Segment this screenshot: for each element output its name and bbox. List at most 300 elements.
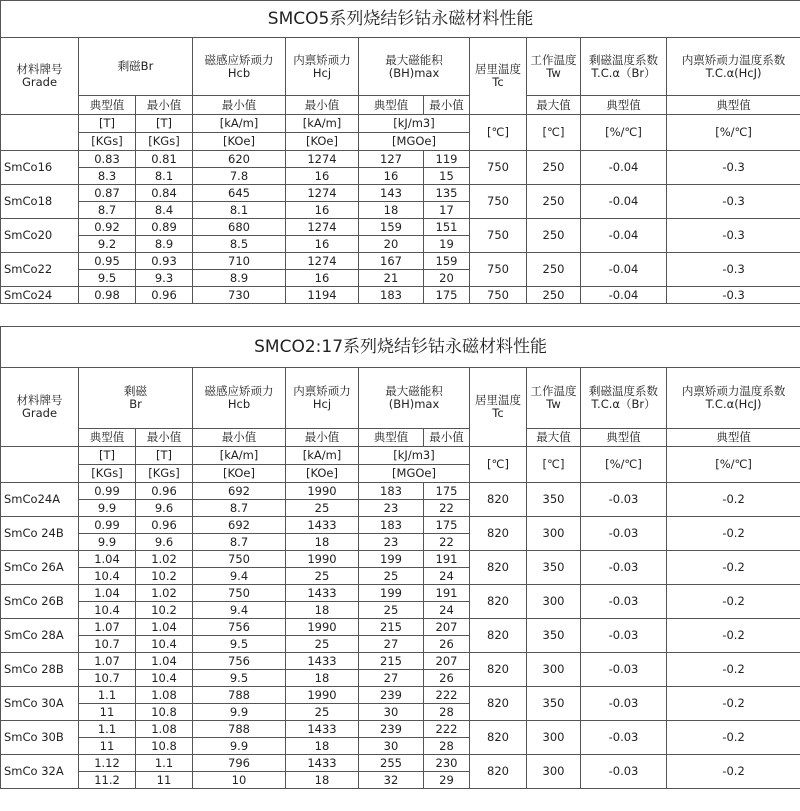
- value-cell: 9.6: [136, 534, 193, 551]
- value-cell: 1433: [286, 653, 359, 670]
- table-row: [1, 585, 800, 602]
- value-cell: 0.83: [79, 151, 136, 168]
- table-row: [1, 653, 800, 670]
- tcbr-cell: -0.03: [581, 619, 667, 653]
- value-cell: 796: [193, 755, 286, 772]
- value-cell: 15: [424, 168, 470, 185]
- hcb-header-line: 磁感应矫顽力: [204, 52, 274, 67]
- tchcj-cell: -0.2: [667, 585, 800, 619]
- grade-cell: SmCo 24B: [1, 517, 79, 551]
- hcj-header-line: Hcj: [312, 397, 332, 411]
- unit-temp: [℃]: [470, 447, 527, 483]
- tcbr-cell: -0.03: [581, 551, 667, 585]
- tchcj-cell: -0.3: [667, 151, 800, 185]
- grade-header-line: Grade: [21, 75, 58, 89]
- header-br: [79, 368, 193, 429]
- value-cell: 175: [424, 287, 470, 304]
- value-cell: 1.04: [79, 551, 136, 568]
- header-sublabel: 最小值: [136, 429, 193, 447]
- value-cell: 25: [286, 636, 359, 653]
- value-cell: 24: [424, 568, 470, 585]
- header-tc: [470, 368, 527, 447]
- tc-header-line: Tc: [492, 75, 504, 89]
- grade-cell: SmCo20: [1, 219, 79, 253]
- header-sublabel: 最小值: [136, 96, 193, 115]
- tcbr-header-line: 剩磁温度系数: [589, 52, 658, 67]
- tcbr-header-line: T.C.α（Br）: [591, 65, 656, 80]
- tc-cell: 820: [470, 721, 527, 755]
- table-row: [1, 185, 800, 202]
- header-hcb: [193, 38, 286, 96]
- header-sublabel: 最小值: [286, 96, 359, 115]
- tchcj-header-line: 内禀矫顽力温度系数: [681, 52, 786, 67]
- value-cell: 0.99: [79, 483, 136, 500]
- grade-header-line: Grade: [21, 406, 58, 420]
- tchcj-cell: -0.3: [667, 185, 800, 219]
- value-cell: 1990: [286, 687, 359, 704]
- tcbr-cell: -0.04: [581, 219, 667, 253]
- value-cell: 26: [424, 636, 470, 653]
- value-cell: 1.02: [136, 551, 193, 568]
- tc-header-line: 居里温度: [475, 393, 521, 407]
- unit-cgs: [MGOe]: [359, 133, 470, 151]
- value-cell: 27: [359, 636, 424, 653]
- unit-temp: [%/℃]: [581, 447, 667, 483]
- value-cell: 183: [359, 287, 424, 304]
- unit-temp: [℃]: [527, 115, 581, 151]
- unit-si: [T]: [136, 447, 193, 465]
- value-cell: 16: [286, 270, 359, 287]
- unit-cgs: [KGs]: [136, 133, 193, 151]
- value-cell: 8.1: [193, 202, 286, 219]
- grade-cell: SmCo18: [1, 185, 79, 219]
- tchcj-header-line: T.C.α(HcJ): [705, 397, 762, 411]
- value-cell: 18: [359, 202, 424, 219]
- value-cell: 127: [359, 151, 424, 168]
- br-header-line: 剩磁: [124, 384, 147, 398]
- value-cell: 191: [424, 551, 470, 568]
- header-bhmax: [359, 368, 470, 429]
- header-sublabel: 最大值: [527, 429, 581, 447]
- value-cell: 9.9: [79, 500, 136, 517]
- tcbr-cell: -0.04: [581, 287, 667, 304]
- header-grade: [1, 38, 79, 115]
- value-cell: 215: [359, 619, 424, 636]
- value-cell: 1.12: [79, 755, 136, 772]
- value-cell: 30: [359, 704, 424, 721]
- grade-cell: SmCo 30A: [1, 687, 79, 721]
- value-cell: 0.99: [79, 517, 136, 534]
- value-cell: 1.08: [136, 687, 193, 704]
- tc-cell: 820: [470, 687, 527, 721]
- grade-cell: SmCo22: [1, 253, 79, 287]
- value-cell: 207: [424, 653, 470, 670]
- value-cell: 10: [193, 772, 286, 789]
- header-sublabel: 最小值: [193, 96, 286, 115]
- value-cell: 11: [79, 738, 136, 755]
- value-cell: 159: [424, 253, 470, 270]
- value-cell: 25: [359, 602, 424, 619]
- value-cell: 18: [286, 602, 359, 619]
- value-cell: 0.84: [136, 185, 193, 202]
- tc-cell: 750: [470, 185, 527, 219]
- tchcj-cell: -0.2: [667, 551, 800, 585]
- table-row: [1, 219, 800, 236]
- unit-cgs: [KGs]: [79, 133, 136, 151]
- header-bhmax: [359, 38, 470, 96]
- value-cell: 9.5: [79, 270, 136, 287]
- tcbr-cell: -0.03: [581, 653, 667, 687]
- tcbr-header-line: 剩磁温度系数: [589, 384, 658, 398]
- hcj-header-line: 内禀矫顽力: [293, 52, 351, 67]
- tw-cell: 350: [527, 551, 581, 585]
- tc-header-line: 居里温度: [475, 62, 521, 76]
- tc-cell: 820: [470, 755, 527, 789]
- unit-si: [kA/m]: [193, 447, 286, 465]
- value-cell: 8.5: [193, 236, 286, 253]
- tc-cell: 750: [470, 287, 527, 304]
- value-cell: 143: [359, 185, 424, 202]
- value-cell: 9.3: [136, 270, 193, 287]
- header-sublabel: 典型值: [359, 96, 424, 115]
- value-cell: 27: [359, 670, 424, 687]
- table-row: [1, 517, 800, 534]
- tc-header-line: Tc: [492, 406, 504, 420]
- value-cell: 756: [193, 653, 286, 670]
- value-cell: 750: [193, 551, 286, 568]
- value-cell: 710: [193, 253, 286, 270]
- tchcj-cell: -0.2: [667, 755, 800, 789]
- value-cell: 9.5: [193, 636, 286, 653]
- header-tw: [527, 368, 581, 429]
- tw-cell: 300: [527, 755, 581, 789]
- value-cell: 28: [424, 704, 470, 721]
- hcj-header-line: 内禀矫顽力: [293, 384, 351, 398]
- value-cell: 1433: [286, 755, 359, 772]
- value-cell: 620: [193, 151, 286, 168]
- value-cell: 8.7: [193, 500, 286, 517]
- tcbr-cell: -0.04: [581, 185, 667, 219]
- value-cell: 680: [193, 219, 286, 236]
- value-cell: 25: [286, 704, 359, 721]
- value-cell: 692: [193, 517, 286, 534]
- tcbr-cell: -0.03: [581, 687, 667, 721]
- table-row: [1, 551, 800, 568]
- value-cell: 1274: [286, 253, 359, 270]
- value-cell: 730: [193, 287, 286, 304]
- tc-cell: 750: [470, 151, 527, 185]
- tw-cell: 250: [527, 185, 581, 219]
- unit-si: [T]: [136, 115, 193, 133]
- value-cell: 1990: [286, 551, 359, 568]
- hcb-header-line: Hcb: [227, 65, 251, 80]
- header-grade: [1, 368, 79, 447]
- value-cell: 29: [424, 772, 470, 789]
- grade-cell: SmCo 26A: [1, 551, 79, 585]
- value-cell: 8.4: [136, 202, 193, 219]
- unit-temp: [℃]: [470, 115, 527, 151]
- value-cell: 9.4: [193, 568, 286, 585]
- value-cell: 25: [359, 568, 424, 585]
- value-cell: 9.4: [193, 602, 286, 619]
- value-cell: 10.2: [136, 568, 193, 585]
- br-header-line: Br: [129, 397, 142, 411]
- value-cell: 1.07: [79, 619, 136, 636]
- unit-si: [kJ/m3]: [359, 115, 470, 133]
- smco217-property-table: [0, 326, 800, 789]
- table-row: [1, 253, 800, 270]
- tw-cell: 350: [527, 483, 581, 517]
- tw-cell: 250: [527, 287, 581, 304]
- value-cell: 23: [359, 534, 424, 551]
- value-cell: 0.87: [79, 185, 136, 202]
- value-cell: 1433: [286, 517, 359, 534]
- value-cell: 10.8: [136, 738, 193, 755]
- value-cell: 17: [424, 202, 470, 219]
- header-sublabel: 典型值: [359, 429, 424, 447]
- table-row: [1, 151, 800, 168]
- value-cell: 8.7: [193, 534, 286, 551]
- value-cell: 9.9: [193, 738, 286, 755]
- grade-cell: SmCo16: [1, 151, 79, 185]
- value-cell: 1274: [286, 219, 359, 236]
- value-cell: 135: [424, 185, 470, 202]
- unit-si: [kA/m]: [286, 447, 359, 465]
- unit-si: [kA/m]: [286, 115, 359, 133]
- value-cell: 0.93: [136, 253, 193, 270]
- value-cell: 0.95: [79, 253, 136, 270]
- value-cell: 199: [359, 585, 424, 602]
- value-cell: 0.81: [136, 151, 193, 168]
- value-cell: 16: [359, 168, 424, 185]
- header-tcbr: [581, 368, 667, 429]
- tw-header-line: Tw: [546, 397, 561, 411]
- value-cell: 183: [359, 483, 424, 500]
- tw-cell: 250: [527, 151, 581, 185]
- table-row: [1, 483, 800, 500]
- tc-cell: 750: [470, 253, 527, 287]
- tc-cell: 820: [470, 551, 527, 585]
- value-cell: 239: [359, 721, 424, 738]
- value-cell: 9.9: [79, 534, 136, 551]
- grade-header-line: 材料牌号: [16, 62, 63, 76]
- tw-cell: 300: [527, 721, 581, 755]
- value-cell: 18: [286, 738, 359, 755]
- value-cell: 1.04: [79, 585, 136, 602]
- bhmax-header-line: (BH)max: [388, 397, 440, 411]
- tw-cell: 300: [527, 585, 581, 619]
- value-cell: 0.96: [136, 287, 193, 304]
- header-hcb: [193, 368, 286, 429]
- tc-cell: 820: [470, 619, 527, 653]
- tchcj-cell: -0.2: [667, 483, 800, 517]
- value-cell: 9.9: [193, 704, 286, 721]
- grade-cell: SmCo24: [1, 287, 79, 304]
- table-row: [1, 687, 800, 704]
- value-cell: 10.7: [79, 636, 136, 653]
- value-cell: 18: [286, 772, 359, 789]
- value-cell: 175: [424, 517, 470, 534]
- grade-cell: SmCo 28B: [1, 653, 79, 687]
- value-cell: 1.04: [136, 619, 193, 636]
- value-cell: 645: [193, 185, 286, 202]
- tcbr-header-line: T.C.α（Br）: [591, 397, 656, 411]
- tw-cell: 300: [527, 653, 581, 687]
- header-hcj: [286, 38, 359, 96]
- unit-cgs: [KOe]: [286, 465, 359, 483]
- grade-cell: SmCo 30B: [1, 721, 79, 755]
- value-cell: 183: [359, 517, 424, 534]
- header-tcbr: [581, 38, 667, 96]
- value-cell: 788: [193, 687, 286, 704]
- tc-cell: 750: [470, 219, 527, 253]
- header-sublabel: 典型值: [581, 429, 667, 447]
- unit-cgs: [KGs]: [79, 465, 136, 483]
- value-cell: 119: [424, 151, 470, 168]
- value-cell: 207: [424, 619, 470, 636]
- unit-si: [kJ/m3]: [359, 447, 470, 465]
- header-tchcj: [667, 38, 800, 96]
- bhmax-header-line: 最大磁能积: [385, 52, 443, 67]
- value-cell: 756: [193, 619, 286, 636]
- tw-header-line: Tw: [546, 65, 561, 80]
- header-sublabel: 最小值: [424, 96, 470, 115]
- value-cell: 1990: [286, 483, 359, 500]
- header-sublabel: 典型值: [79, 429, 136, 447]
- value-cell: 19: [424, 236, 470, 253]
- unit-cgs: [KOe]: [286, 133, 359, 151]
- header-sublabel: 最小值: [193, 429, 286, 447]
- tc-cell: 820: [470, 517, 527, 551]
- value-cell: 11: [79, 704, 136, 721]
- value-cell: 8.9: [136, 236, 193, 253]
- smco5-property-table: [0, 0, 800, 304]
- value-cell: 11.2: [79, 772, 136, 789]
- value-cell: 25: [286, 568, 359, 585]
- value-cell: 0.98: [79, 287, 136, 304]
- unit-cgs: [MGOe]: [359, 465, 470, 483]
- value-cell: 22: [424, 500, 470, 517]
- value-cell: 8.9: [193, 270, 286, 287]
- value-cell: 10.8: [136, 704, 193, 721]
- header-sublabel: 典型值: [667, 429, 800, 447]
- value-cell: 222: [424, 687, 470, 704]
- hcj-header-line: Hcj: [312, 65, 332, 80]
- table-title: SMCO5系列烧结钐钴永磁材料性能: [1, 1, 800, 38]
- tw-cell: 350: [527, 619, 581, 653]
- tw-header-line: 工作温度: [530, 384, 577, 398]
- value-cell: 32: [359, 772, 424, 789]
- value-cell: 22: [424, 534, 470, 551]
- value-cell: 23: [359, 500, 424, 517]
- value-cell: 1.04: [136, 653, 193, 670]
- value-cell: 222: [424, 721, 470, 738]
- value-cell: 1.1: [79, 721, 136, 738]
- header-sublabel: 最小值: [424, 429, 470, 447]
- value-cell: 1990: [286, 619, 359, 636]
- header-br: [79, 38, 193, 96]
- tchcj-cell: -0.3: [667, 253, 800, 287]
- value-cell: 8.1: [136, 168, 193, 185]
- value-cell: 1.02: [136, 585, 193, 602]
- unit-spacer: [1, 115, 79, 151]
- value-cell: 1433: [286, 585, 359, 602]
- value-cell: 26: [424, 670, 470, 687]
- table-row: [1, 287, 800, 304]
- tchcj-cell: -0.2: [667, 721, 800, 755]
- value-cell: 18: [286, 534, 359, 551]
- tc-cell: 820: [470, 483, 527, 517]
- value-cell: 1.08: [136, 721, 193, 738]
- unit-temp: [%/℃]: [667, 447, 800, 483]
- value-cell: 1.1: [79, 687, 136, 704]
- table-row: [1, 619, 800, 636]
- value-cell: 0.89: [136, 219, 193, 236]
- grade-cell: SmCo 26B: [1, 585, 79, 619]
- value-cell: 1194: [286, 287, 359, 304]
- value-cell: 1274: [286, 151, 359, 168]
- value-cell: 750: [193, 585, 286, 602]
- value-cell: 25: [286, 500, 359, 517]
- tchcj-cell: -0.3: [667, 219, 800, 253]
- table-title: SMCO2:17系列烧结钐钴永磁材料性能: [1, 327, 800, 368]
- unit-spacer: [1, 447, 79, 483]
- header-sublabel: 典型值: [79, 96, 136, 115]
- value-cell: 24: [424, 602, 470, 619]
- tw-cell: 250: [527, 219, 581, 253]
- value-cell: 1.07: [79, 653, 136, 670]
- header-tchcj: [667, 368, 800, 429]
- tchcj-cell: -0.2: [667, 619, 800, 653]
- value-cell: 191: [424, 585, 470, 602]
- value-cell: 20: [359, 236, 424, 253]
- tchcj-cell: -0.2: [667, 653, 800, 687]
- table-row: [1, 755, 800, 772]
- value-cell: 10.7: [79, 670, 136, 687]
- tcbr-cell: -0.03: [581, 721, 667, 755]
- value-cell: 10.4: [79, 568, 136, 585]
- grade-header-line: 材料牌号: [16, 393, 63, 407]
- value-cell: 10.2: [136, 602, 193, 619]
- tcbr-cell: -0.03: [581, 755, 667, 789]
- header-tw: [527, 38, 581, 96]
- value-cell: 159: [359, 219, 424, 236]
- tw-cell: 300: [527, 517, 581, 551]
- value-cell: 18: [286, 670, 359, 687]
- tchcj-header-line: T.C.α(HcJ): [705, 65, 762, 80]
- unit-cgs: [KGs]: [136, 465, 193, 483]
- tw-header-line: 工作温度: [530, 52, 577, 67]
- value-cell: 230: [424, 755, 470, 772]
- header-hcj: [286, 368, 359, 429]
- unit-cgs: [KOe]: [193, 133, 286, 151]
- value-cell: 21: [359, 270, 424, 287]
- tw-cell: 250: [527, 253, 581, 287]
- value-cell: 0.96: [136, 517, 193, 534]
- value-cell: 1274: [286, 185, 359, 202]
- hcb-header-line: Hcb: [227, 397, 251, 411]
- value-cell: 10.4: [79, 602, 136, 619]
- value-cell: 30: [359, 738, 424, 755]
- tcbr-cell: -0.04: [581, 151, 667, 185]
- tchcj-cell: -0.3: [667, 287, 800, 304]
- unit-si: [T]: [79, 115, 136, 133]
- value-cell: 28: [424, 738, 470, 755]
- value-cell: 175: [424, 483, 470, 500]
- value-cell: 0.96: [136, 483, 193, 500]
- value-cell: 16: [286, 168, 359, 185]
- unit-cgs: [KOe]: [193, 465, 286, 483]
